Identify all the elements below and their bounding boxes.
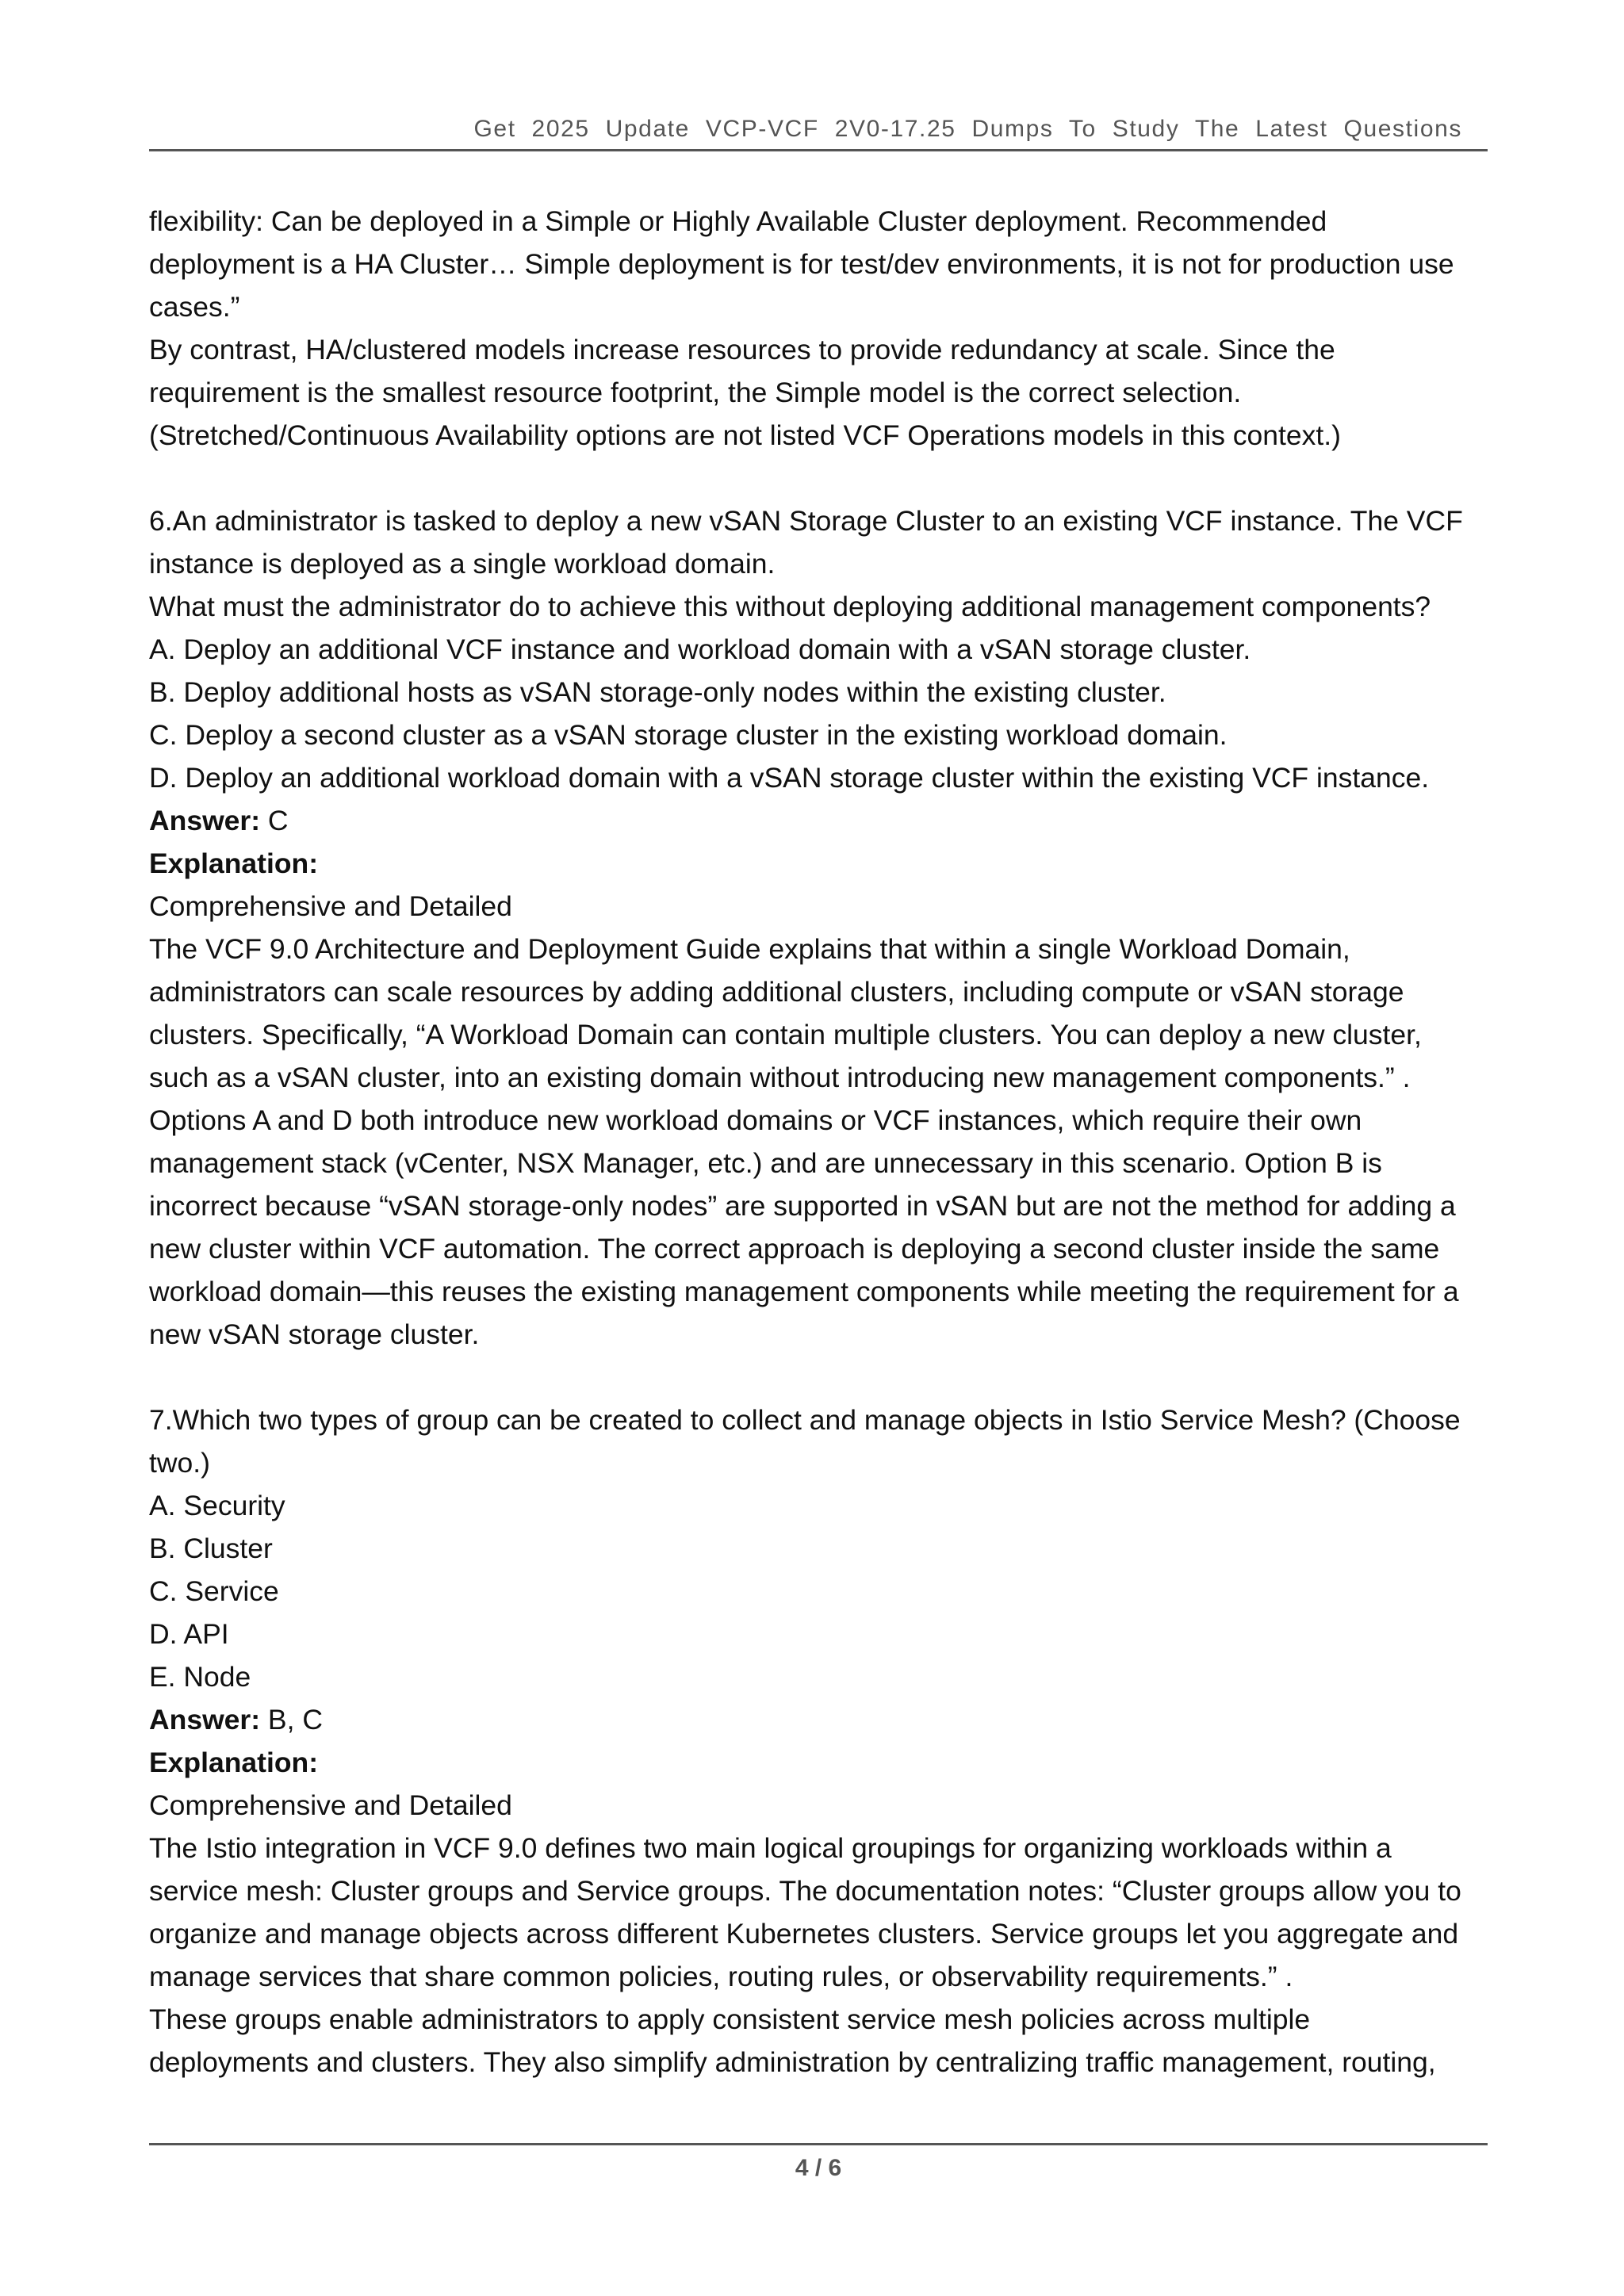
page-number: 4 / 6: [795, 2155, 842, 2181]
question-text-line: What must the administrator do to achieve this without deploying additional management components?: [149, 591, 1431, 622]
answer-line: [149, 1698, 1497, 1741]
option-b: B. Deploy additional hosts as vSAN storage-only nodes within the existing cluster.: [149, 676, 1166, 708]
header-title: Get 2025 Update VCP-VCF 2V0-17.25 Dumps To Study The Latest Questions: [473, 116, 1462, 142]
explanation-line: These groups enable administrators to apply consistent service mesh policies across multiple: [149, 2003, 1311, 2035]
option-d: D. API: [149, 1618, 229, 1650]
explanation-line: Comprehensive and Detailed: [149, 890, 512, 922]
intro-paragraph: [149, 200, 1497, 457]
explanation-line: new cluster within VCF automation. The correct approach is deploying a second cluster inside the same: [149, 1233, 1440, 1265]
option-c: C. Service: [149, 1575, 279, 1607]
option-b: B. Cluster: [149, 1533, 273, 1564]
text-line: (Stretched/Continuous Availability options are not listed VCF Operations models in this context.): [149, 419, 1341, 451]
explanation-line: service mesh: Cluster groups and Service groups. The documentation notes: “Cluster groups allow you to: [149, 1875, 1461, 1907]
text-line: flexibility: Can be deployed in a Simple or Highly Available Cluster deployment. Recommended: [149, 205, 1327, 237]
answer-value: C: [260, 805, 289, 836]
explanation-line: management stack (vCenter, NSX Manager, etc.) and are unnecessary in this scenario. Option B is: [149, 1147, 1382, 1179]
question-6: [149, 499, 1497, 1356]
explanation-line: Comprehensive and Detailed: [149, 1789, 512, 1821]
question-text-line: two.): [149, 1447, 210, 1479]
option-c: C. Deploy a second cluster as a vSAN storage cluster in the existing workload domain.: [149, 719, 1228, 751]
explanation-line: administrators can scale resources by adding additional clusters, including compute or vSAN storage: [149, 976, 1404, 1008]
page-header: [149, 111, 1488, 151]
question-text-line: 7.Which two types of group can be created to collect and manage objects in Istio Service Mesh? (Choose: [149, 1404, 1461, 1436]
answer-label: Answer:: [149, 1704, 261, 1735]
text-line: By contrast, HA/clustered models increase resources to provide redundancy at scale. Since the: [149, 334, 1335, 365]
question-text-line: instance is deployed as a single workload domain.: [149, 548, 776, 580]
explanation-line: such as a vSAN cluster, into an existing domain without introducing new management components.” .: [149, 1062, 1411, 1093]
explanation-line: The Istio integration in VCF 9.0 defines two main logical groupings for organizing workloads within a: [149, 1832, 1392, 1864]
explanation-line: workload domain—this reuses the existing management components while meeting the requirement for a: [149, 1276, 1459, 1307]
question-text-line: 6.An administrator is tasked to deploy a new vSAN Storage Cluster to an existing VCF instance. The VCF: [149, 505, 1463, 537]
paragraph-gap: [149, 457, 1497, 499]
answer-label: Answer:: [149, 805, 261, 836]
text-line: cases.”: [149, 291, 240, 323]
text-line: deployment is a HA Cluster… Simple deployment is for test/dev environments, it is not for production use: [149, 248, 1454, 280]
option-a: A. Deploy an additional VCF instance and workload domain with a vSAN storage cluster.: [149, 633, 1251, 665]
explanation-line: Options A and D both introduce new workload domains or VCF instances, which require their own: [149, 1104, 1362, 1136]
option-a: A. Security: [149, 1490, 285, 1521]
explanation-line: clusters. Specifically, “A Workload Domain can contain multiple clusters. You can deploy a new cluster,: [149, 1019, 1422, 1050]
answer-value: B, C: [260, 1704, 323, 1735]
explanation-label: Explanation:: [149, 1747, 319, 1778]
page-content: [149, 200, 1497, 2084]
explanation-line: manage services that share common policies, routing rules, or observability requirements.” .: [149, 1961, 1293, 1992]
explanation-line: deployments and clusters. They also simplify administration by centralizing traffic management, routing,: [149, 2046, 1436, 2078]
text-line: requirement is the smallest resource footprint, the Simple model is the correct selection.: [149, 377, 1242, 408]
explanation-line: new vSAN storage cluster.: [149, 1318, 480, 1350]
answer-line: [149, 799, 1497, 842]
option-d: D. Deploy an additional workload domain with a vSAN storage cluster within the existing VCF instance.: [149, 762, 1430, 794]
question-7: [149, 1399, 1497, 2084]
explanation-line: incorrect because “vSAN storage-only nodes” are supported in vSAN but are not the method for adding a: [149, 1190, 1456, 1222]
explanation-line: The VCF 9.0 Architecture and Deployment Guide explains that within a single Workload Domain,: [149, 933, 1350, 965]
paragraph-gap: [149, 1356, 1497, 1399]
option-e: E. Node: [149, 1661, 251, 1693]
footer-divider: [149, 2143, 1488, 2145]
explanation-line: organize and manage objects across different Kubernetes clusters. Service groups let you aggregate and: [149, 1918, 1459, 1950]
explanation-label: Explanation:: [149, 848, 319, 879]
